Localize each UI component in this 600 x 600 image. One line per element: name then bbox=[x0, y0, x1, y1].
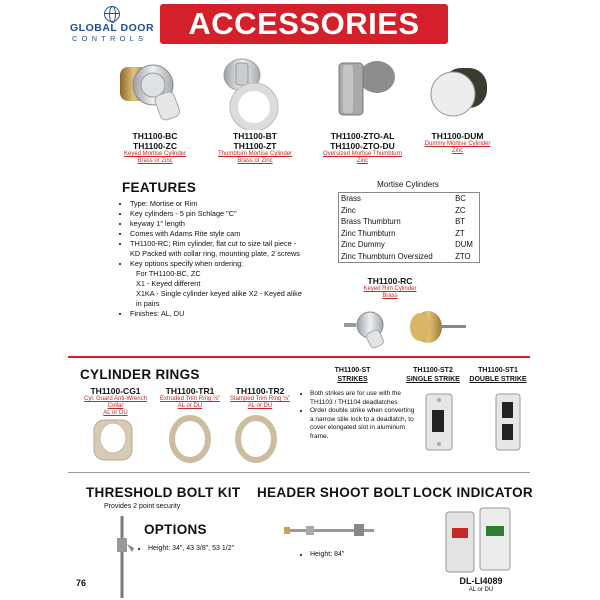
table-row bbox=[339, 239, 479, 251]
features-list bbox=[120, 199, 305, 319]
cell-name: Zinc Thumbturn bbox=[341, 228, 396, 238]
product-desc: Thumbturn Mortise Cylinder bbox=[217, 151, 293, 157]
ring-cg1 bbox=[78, 386, 153, 417]
mortise-table-grid bbox=[339, 193, 479, 262]
product-desc: Brass or Zinc bbox=[137, 158, 173, 164]
product-desc: Stamped Trim Ring ⅛" bbox=[229, 396, 291, 402]
globe-logo-icon bbox=[104, 6, 120, 22]
product-code: TH1100-ZTO-AL bbox=[330, 131, 395, 141]
product-rim-cylinder bbox=[335, 276, 445, 300]
product-label: DOUBLE STRIKE bbox=[469, 376, 527, 383]
header-bolt-specs bbox=[300, 550, 344, 559]
mortise-table-title: Mortise Cylinders bbox=[377, 180, 439, 189]
product-desc: Extruded Trim Ring ⅛" bbox=[159, 396, 221, 402]
ring-tr2 bbox=[225, 386, 295, 410]
cell-code: BC bbox=[455, 194, 466, 204]
brand-name: GLOBAL DOOR bbox=[70, 22, 155, 34]
product-desc: AL or DU bbox=[177, 403, 203, 409]
header-bolt-height: • Height: 84" bbox=[310, 550, 344, 559]
feature-item: • keyway 1" length bbox=[130, 219, 305, 229]
key-option: X1 - Keyed different bbox=[136, 279, 201, 288]
product-code: TH1100-BC bbox=[132, 131, 178, 141]
product-thumbturn-mortise bbox=[200, 131, 310, 165]
product-label: SINGLE STRIKE bbox=[406, 376, 460, 383]
table-row bbox=[339, 205, 479, 217]
threshold-subtitle: Provides 2 point security bbox=[104, 503, 181, 510]
product-desc: Zinc bbox=[356, 158, 369, 164]
product-desc: Zinc bbox=[451, 148, 464, 154]
cell-name: Zinc bbox=[341, 205, 356, 215]
single-strike-header bbox=[402, 366, 464, 384]
threshold-bolt-image bbox=[108, 512, 138, 600]
product-code: TH1100-RC bbox=[367, 276, 413, 286]
product-keyed-mortise bbox=[100, 131, 210, 165]
threshold-heading: THRESHOLD BOLT KIT bbox=[86, 485, 241, 500]
table-row bbox=[339, 216, 479, 228]
cylinder-rings-images bbox=[88, 414, 308, 464]
options-item: • Height: 34", 43 3/8", 53 1/2" bbox=[148, 544, 234, 553]
product-oversized-thumbturn bbox=[305, 131, 420, 165]
brand-subtitle: CONTROLS bbox=[72, 34, 148, 43]
product-code: TH1100-ST2 bbox=[413, 367, 453, 374]
strike-note: • Order double strike when converting a narrow stile lock to a deadlatch, to cover elongated slot in aluminum frame. bbox=[310, 407, 415, 441]
product-desc: Keyed Mortise Cylinder bbox=[123, 151, 187, 157]
header-bolt-heading: HEADER SHOOT BOLT bbox=[257, 485, 411, 500]
feature-item: • TH1100-RC; Rim cylinder, flat cut to size tail piece - KD Packed with collar ring, mounting plate, 2 screws bbox=[130, 239, 305, 259]
strikes-code: TH1100-ST bbox=[334, 367, 371, 374]
product-desc: AL or DU bbox=[247, 403, 273, 409]
feature-item: • Type: Mortise or Rim bbox=[130, 199, 305, 209]
product-dummy-mortise bbox=[410, 131, 505, 155]
product-code: TH1100-ZC bbox=[133, 141, 177, 151]
cell-code: DUM bbox=[455, 240, 473, 250]
rim-cylinder-image bbox=[340, 305, 470, 350]
strikes-header bbox=[300, 366, 405, 384]
feature-item bbox=[130, 259, 305, 309]
product-code: TH1100-ST1 bbox=[478, 367, 518, 374]
dummy-mortise-cylinder-image bbox=[425, 60, 495, 130]
product-code: TH1100-TR1 bbox=[165, 386, 215, 396]
options-list bbox=[138, 544, 234, 553]
feature-item: • Finishes: AL, DU bbox=[130, 309, 305, 319]
product-desc: Cyl. Guard Anti-Wrench Collar bbox=[84, 396, 147, 409]
product-code: TH1100-CG1 bbox=[90, 386, 141, 396]
section-divider bbox=[68, 472, 530, 473]
ring-tr1 bbox=[155, 386, 225, 410]
cell-name: Brass Thumbturn bbox=[341, 217, 401, 227]
product-desc: Brass bbox=[382, 293, 398, 299]
lock-indicator-code: DL-LI4089 bbox=[459, 576, 503, 586]
header-shoot-bolt-image bbox=[282, 520, 378, 542]
cell-code: ZTO bbox=[455, 251, 471, 261]
cell-code: BT bbox=[455, 217, 466, 227]
product-desc: Oversized Mortise Thumbturn bbox=[323, 151, 402, 157]
product-code: TH1100-BT bbox=[233, 131, 277, 141]
cell-code: ZC bbox=[455, 205, 466, 215]
feature-item: • Key cylinders - 5 pin Schlage "C" bbox=[130, 209, 305, 219]
feature-item: • Comes with Adams Rite style cam bbox=[130, 229, 305, 239]
cell-code: ZT bbox=[455, 228, 465, 238]
lock-indicator-image bbox=[440, 506, 520, 574]
product-desc: AL or DU bbox=[103, 410, 128, 416]
table-row bbox=[339, 251, 479, 263]
cell-name: Zinc Thumbturn Oversized bbox=[341, 251, 433, 261]
keyed-mortise-cylinder-image bbox=[115, 55, 195, 130]
oversized-thumbturn-image bbox=[325, 55, 400, 130]
cell-name: Zinc Dummy bbox=[341, 240, 385, 250]
lock-indicator-heading: LOCK INDICATOR bbox=[413, 485, 533, 500]
features-heading: FEATURES bbox=[122, 180, 197, 195]
lock-indicator-finish: AL or DU bbox=[468, 587, 494, 593]
thumbturn-mortise-cylinder-image bbox=[212, 55, 287, 130]
table-row bbox=[339, 228, 479, 240]
product-code: TH1100-TR2 bbox=[235, 386, 285, 396]
product-code: TH1100-ZT bbox=[233, 141, 277, 151]
cell-name: Brass bbox=[341, 194, 361, 204]
strike-plates-image bbox=[418, 392, 528, 452]
key-options bbox=[130, 269, 305, 309]
strikes-label: STRIKES bbox=[337, 376, 368, 383]
product-desc: Dummy Mortise Cylinder bbox=[424, 141, 491, 147]
double-strike-header bbox=[464, 366, 532, 384]
cylinder-rings-heading: CYLINDER RINGS bbox=[80, 367, 200, 382]
product-code: TH1100-DUM bbox=[431, 131, 484, 141]
product-desc: Brass or Zinc bbox=[237, 158, 273, 164]
section-divider bbox=[68, 356, 530, 358]
options-heading: OPTIONS bbox=[144, 522, 207, 537]
page-number: 76 bbox=[76, 578, 87, 588]
key-option: For TH1100-BC, ZC bbox=[136, 269, 201, 278]
feature-text: Key options specify when ordering: bbox=[130, 259, 244, 268]
mortise-table bbox=[338, 192, 480, 263]
key-option: X1KA - Single cylinder keyed alike X2 - Keyed alike in pairs bbox=[136, 289, 302, 308]
product-desc: Keyed Rim Cylinder bbox=[363, 286, 417, 292]
strikes-notes bbox=[300, 390, 415, 441]
product-code: TH1100-ZTO-DU bbox=[330, 141, 395, 151]
page-title: ACCESSORIES bbox=[188, 6, 420, 41]
table-row bbox=[339, 193, 479, 205]
strike-note: • Both strikes are for use with the TH1103 / TH1104 deadlatches bbox=[310, 390, 415, 407]
